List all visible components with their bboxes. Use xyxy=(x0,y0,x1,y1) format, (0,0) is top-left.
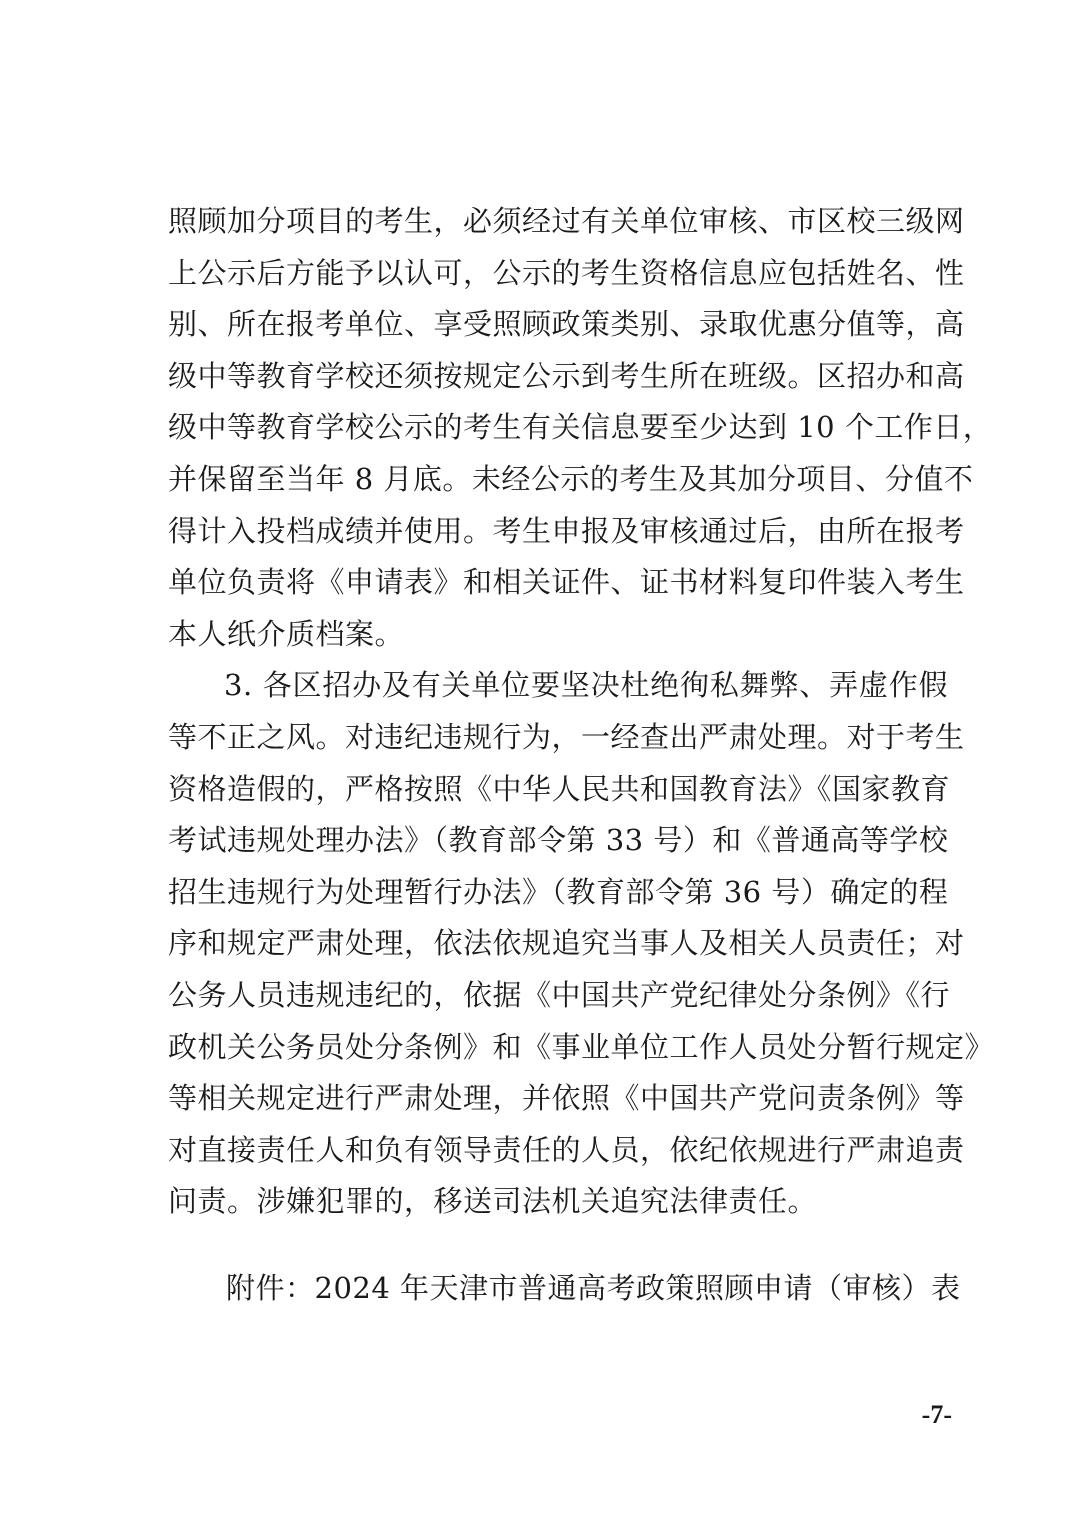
text-line: 上公示后方能予以认可，公示的考生资格信息应包括姓名、性 xyxy=(168,255,965,290)
paragraph-1 xyxy=(168,196,993,660)
text-line: 序和规定严肃处理，依法依规追究当事人及相关人员责任；对 xyxy=(168,926,965,961)
paragraph-2 xyxy=(168,660,995,1228)
text-line: 对直接责任人和负有领导责任的人员，依纪依规进行严肃追责 xyxy=(168,1132,965,1167)
text-line: 资格造假的，严格按照《中华人民共和国教育法》《国家教育 xyxy=(168,771,951,806)
text-line: 政机关公务员处分条例》和《事业单位工作人员处分暂行规定》 xyxy=(168,1029,995,1064)
text-line: 本人纸介质档案。 xyxy=(168,616,405,651)
text-line: 公务人员违规违纪的，依据《中国共产党纪律处分条例》《行 xyxy=(168,977,951,1012)
page-number: -7- xyxy=(921,1400,952,1429)
body-text xyxy=(168,196,995,1228)
text-line: 照顾加分项目的考生，必须经过有关单位审核、市区校三级网 xyxy=(168,204,965,238)
text-line: 考试违规处理办法》（教育部令第 33 号）和《普通高等学校 xyxy=(168,823,949,858)
text-line: 得计入投档成绩并使用。考生申报及审核通过后，由所在报考 xyxy=(168,513,965,548)
text-line: 3. 各区招办及有关单位要坚决杜绝徇私舞弊、弄虚作假 xyxy=(224,668,948,703)
text-line: 招生违规行为处理暂行办法》（教育部令第 36 号）确定的程 xyxy=(168,874,949,909)
text-line: 级中等教育学校公示的考生有关信息要至少达到 10 个工作日， xyxy=(168,410,993,445)
text-line: 问责。涉嫌犯罪的，移送司法机关追究法律责任。 xyxy=(168,1184,818,1219)
attachment-note: 附件：2024 年天津市普通高考政策照顾申请（审核）表 xyxy=(226,1271,961,1305)
text-line: 等不正之风。对违纪违规行为，一经查出严肃处理。对于考生 xyxy=(168,719,965,754)
text-line: 别、所在报考单位、享受照顾政策类别、录取优惠分值等，高 xyxy=(168,307,965,342)
text-line: 级中等教育学校还须按规定公示到考生所在班级。区招办和高 xyxy=(168,358,965,393)
text-line: 等相关规定进行严肃处理，并依照《中国共产党问责条例》等 xyxy=(168,1081,965,1116)
text-line: 并保留至当年 8 月底。未经公示的考生及其加分项目、分值不 xyxy=(168,461,974,496)
text-line: 单位负责将《申请表》和相关证件、证书材料复印件装入考生 xyxy=(168,565,965,600)
